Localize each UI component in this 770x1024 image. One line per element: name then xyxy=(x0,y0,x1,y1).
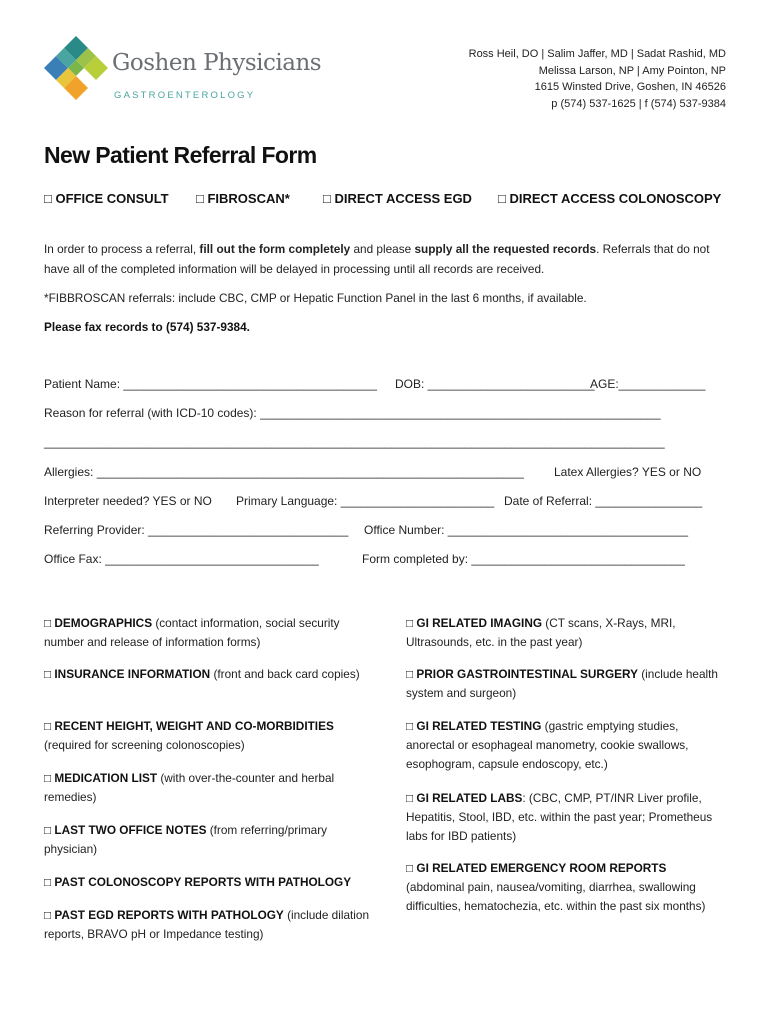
record-medication-list[interactable] xyxy=(44,769,374,807)
record-gi-imaging[interactable] xyxy=(406,614,726,652)
logo-name: Goshen Physicians xyxy=(112,50,322,76)
practice-address: 1615 Winsted Drive, Goshen, IN 46526 xyxy=(534,81,726,93)
record-insurance[interactable] xyxy=(44,665,374,684)
language-row xyxy=(44,494,734,512)
instructions-emphasis: fill out the form completely xyxy=(199,242,351,256)
practice-physicians: Ross Heil, DO | Salim Jaffer, MD | Sadat Rashid, MD xyxy=(468,48,726,60)
logo xyxy=(44,36,322,106)
instructions-paragraph xyxy=(44,239,724,279)
record-label: □ GI RELATED LABS xyxy=(406,791,523,805)
office-number-field[interactable]: Office Number: ____________________________________ xyxy=(364,523,689,537)
office-fax-field[interactable]: Office Fax: ________________________________ xyxy=(44,552,319,566)
record-egd-reports[interactable] xyxy=(44,906,374,944)
record-prior-gi-surgery[interactable] xyxy=(406,665,726,703)
record-height-weight[interactable] xyxy=(44,717,374,755)
checkbox-fibroscan[interactable]: □ FIBROSCAN* xyxy=(196,191,290,206)
record-label: □ PRIOR GASTROINTESTINAL SURGERY xyxy=(406,667,638,681)
record-gi-testing[interactable] xyxy=(406,717,726,774)
referral-type-options xyxy=(44,191,734,211)
record-gi-er-reports[interactable] xyxy=(406,859,726,916)
record-label: □ GI RELATED TESTING xyxy=(406,719,542,733)
record-label: □ RECENT HEIGHT, WEIGHT AND CO-MORBIDITIES xyxy=(44,719,334,733)
record-detail: (from referring/primary physician) xyxy=(44,823,328,856)
form-completed-by-field[interactable]: Form completed by: ________________________________ xyxy=(362,552,685,566)
fax-instruction: Please fax records to (574) 537-9384. xyxy=(44,320,250,334)
instructions-emphasis: supply all the requested records xyxy=(414,242,597,256)
latex-allergy-field[interactable]: Latex Allergies? YES or NO xyxy=(554,465,702,479)
patient-name-field[interactable]: Patient Name: ______________________________________ xyxy=(44,377,377,391)
dob-field[interactable]: DOB: _________________________ xyxy=(395,377,595,391)
record-colonoscopy-reports[interactable] xyxy=(44,873,374,892)
record-label: □ PAST EGD REPORTS WITH PATHOLOGY xyxy=(44,908,284,922)
patient-info-row xyxy=(44,377,734,395)
provider-row xyxy=(44,523,734,541)
form-title: New Patient Referral Form xyxy=(44,142,317,168)
record-detail: (include health system and surgeon) xyxy=(406,667,718,700)
fibroscan-note: *FIBBROSCAN referrals: include CBC, CMP or Hepatic Function Panel in the last 6 months, if available. xyxy=(44,291,587,305)
record-detail: (include dilation reports, BRAVO pH or Impedance testing) xyxy=(44,908,370,941)
reason-field[interactable]: Reason for referral (with ICD-10 codes): ____________________________________________________________ xyxy=(44,406,661,420)
allergies-row xyxy=(44,465,734,483)
instructions-text: and please xyxy=(350,242,415,256)
date-of-referral-field[interactable]: Date of Referral: ________________ xyxy=(504,494,703,508)
logo-mark-icon xyxy=(44,36,108,100)
record-detail: (gastric emptying studies, anorectal or esophageal manometry, cookie swallows, esophogram, capsule endoscopy, etc.) xyxy=(406,719,689,771)
fax-row xyxy=(44,552,734,570)
record-detail: (abdominal pain, nausea/vomiting, diarrhea, swallowing difficulties, hematochezia, etc. within the past six months) xyxy=(406,880,706,913)
age-field[interactable]: AGE:_____________ xyxy=(590,377,706,391)
record-detail: (contact information, social security number and release of information forms) xyxy=(44,616,340,649)
record-label: □ GI RELATED IMAGING xyxy=(406,616,543,630)
record-gi-labs[interactable] xyxy=(406,789,726,846)
practice-phone-fax: p (574) 537-1625 | f (574) 537-9384 xyxy=(551,97,726,110)
interpreter-field[interactable]: Interpreter needed? YES or NO xyxy=(44,494,212,508)
reason-continued-row xyxy=(44,435,734,453)
record-label: □ MEDICATION LIST xyxy=(44,771,158,785)
record-label: □ PAST COLONOSCOPY REPORTS WITH PATHOLOGY xyxy=(44,875,352,889)
primary-language-field[interactable]: Primary Language: _______________________ xyxy=(236,494,495,508)
record-label: □ INSURANCE INFORMATION xyxy=(44,667,211,681)
record-detail: : (CBC, CMP, PT/INR Liver profile, Hepatitis, Stool, IBD, etc. within the past year; Prometheus labs for IBD patients) xyxy=(406,791,713,843)
record-office-notes[interactable] xyxy=(44,821,374,859)
reason-continued-field[interactable]: _____________________________________________________________________________________________ xyxy=(44,435,665,449)
record-demographics[interactable] xyxy=(44,614,374,652)
practice-nurses: Melissa Larson, NP | Amy Pointon, NP xyxy=(538,64,726,77)
checkbox-direct-access-egd[interactable]: □ DIRECT ACCESS EGD xyxy=(323,191,472,206)
record-detail: (CT scans, X-Rays, MRI, Ultrasounds, etc. in the past year) xyxy=(406,616,676,649)
record-detail: (with over-the-counter and herbal remedies) xyxy=(44,771,335,804)
record-label: □ LAST TWO OFFICE NOTES xyxy=(44,823,207,837)
checkbox-direct-access-colonoscopy[interactable]: □ DIRECT ACCESS COLONOSCOPY xyxy=(498,191,722,206)
practice-info xyxy=(469,46,726,112)
checkbox-office-consult[interactable]: □ OFFICE CONSULT xyxy=(44,191,169,206)
referring-provider-field[interactable]: Referring Provider: ______________________________ xyxy=(44,523,349,537)
allergies-field[interactable]: Allergies: ________________________________________________________________ xyxy=(44,465,524,479)
record-label: □ DEMOGRAPHICS xyxy=(44,616,153,630)
instructions-text: . Referrals that do not have all of the completed information will be delayed in processing until all records are received. xyxy=(44,242,710,276)
record-detail: (required for screening colonoscopies) xyxy=(44,738,245,752)
reason-row xyxy=(44,406,734,424)
record-detail: (front and back card copies) xyxy=(210,667,360,681)
instructions-text: In order to process a referral, xyxy=(44,242,200,256)
record-label: □ GI RELATED EMERGENCY ROOM REPORTS xyxy=(406,861,667,875)
logo-subtitle: GASTROENTEROLOGY xyxy=(114,90,256,101)
